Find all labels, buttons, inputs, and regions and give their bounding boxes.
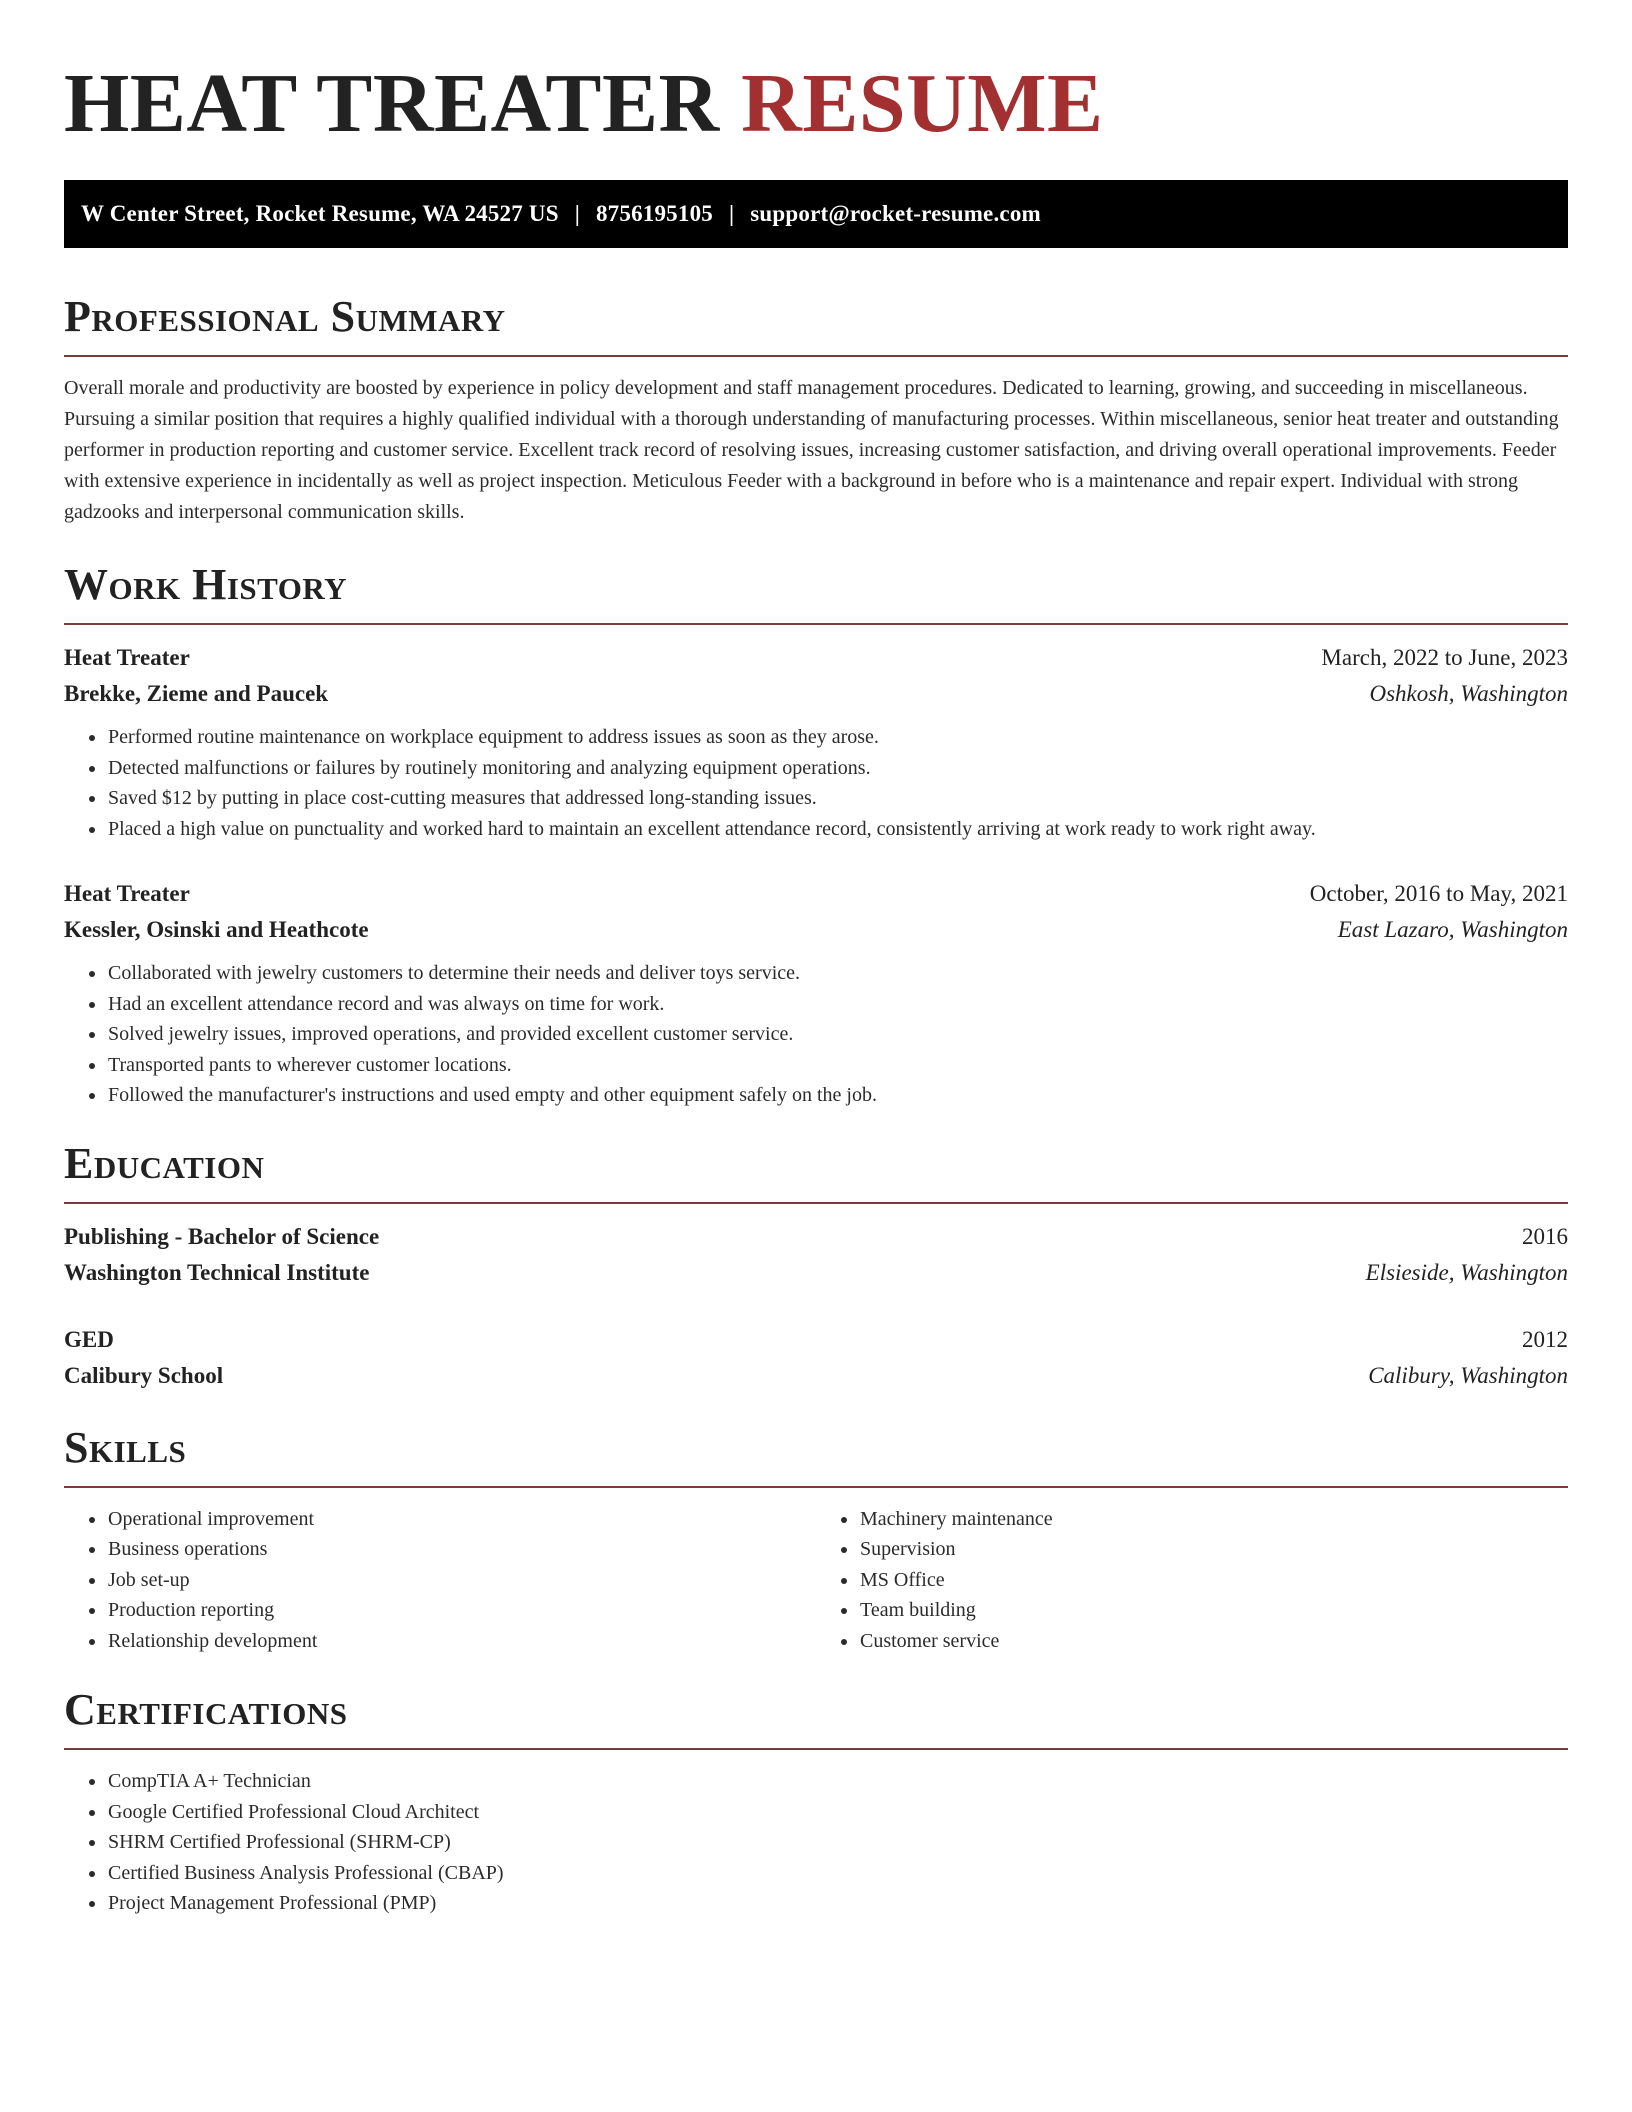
section-divider xyxy=(64,1486,1568,1488)
list-item: • Operational improvement xyxy=(107,1504,816,1535)
list-item: • Customer service xyxy=(859,1626,1568,1657)
title-accent: RESUME xyxy=(741,57,1104,150)
list-item: • MS Office xyxy=(859,1565,1568,1596)
job-entry xyxy=(64,876,1568,1111)
education-year: 2012 xyxy=(1522,1326,1568,1352)
list-item: • Project Management Professional (PMP) xyxy=(107,1888,1568,1919)
education-entry xyxy=(64,1219,1568,1291)
list-item: • Solved jewelry issues, improved operations, and provided excellent customer service. xyxy=(107,1019,1568,1050)
education-year: 2016 xyxy=(1522,1223,1568,1249)
list-item: • Machinery maintenance xyxy=(859,1504,1568,1535)
job-title: Heat Treater xyxy=(64,645,190,670)
skills-columns xyxy=(64,1504,1568,1657)
job-company: Kessler, Osinski and Heathcote xyxy=(64,917,369,942)
list-item: • Relationship development xyxy=(107,1626,816,1657)
education-school: Calibury School xyxy=(64,1362,224,1388)
skills-list-right xyxy=(816,1504,1568,1657)
education-location: Calibury, Washington xyxy=(1368,1362,1568,1388)
education-entry xyxy=(64,1322,1568,1394)
education-degree: Publishing - Bachelor of Science xyxy=(64,1223,380,1249)
list-item: • Placed a high value on punctuality and worked hard to maintain an excellent attendance record, consistently arriving at work ready to work right away. xyxy=(107,814,1568,845)
section-divider xyxy=(64,1202,1568,1204)
list-item: • Supervision xyxy=(859,1534,1568,1565)
education-degree: GED xyxy=(64,1326,114,1352)
work-history-section xyxy=(64,560,1568,1111)
education-location: Elsieside, Washington xyxy=(1365,1259,1568,1285)
list-item: • SHRM Certified Professional (SHRM-CP) xyxy=(107,1827,1568,1858)
section-heading-education: Education xyxy=(64,1138,265,1188)
contact-address: W Center Street, Rocket Resume, WA 24527 US xyxy=(81,201,559,226)
section-divider xyxy=(64,355,1568,357)
skills-section xyxy=(64,1422,1568,1657)
section-divider xyxy=(64,623,1568,625)
job-location: East Lazaro, Washington xyxy=(1337,917,1568,942)
job-duties xyxy=(64,722,1568,844)
section-heading-skills: Skills xyxy=(64,1422,187,1472)
contact-bar xyxy=(64,180,1568,248)
list-item: • Certified Business Analysis Professional (CBAP) xyxy=(107,1858,1568,1889)
skills-list-left xyxy=(64,1504,816,1657)
section-heading-work-history: Work History xyxy=(64,560,348,609)
list-item: • Business operations xyxy=(107,1534,816,1565)
section-heading-summary: Professional Summary xyxy=(64,292,506,341)
list-item: • Transported pants to wherever customer locations. xyxy=(107,1050,1568,1081)
contact-email: support@rocket-resume.com xyxy=(750,201,1041,226)
education-school: Washington Technical Institute xyxy=(64,1259,370,1285)
list-item: • Saved $12 by putting in place cost-cutting measures that addressed long-standing issues. xyxy=(107,783,1568,814)
title-main: HEAT TREATER xyxy=(64,57,720,150)
job-company: Brekke, Zieme and Paucek xyxy=(64,681,329,706)
summary-text: Overall morale and productivity are boosted by experience in policy development and staff management procedures. Dedicated to learning, growing, and succeeding in miscellaneous. Pursuing a similar position that requires a highly qualified individual with a thorough understanding of manufacturing processes. Within miscellaneous, senior heat treater and outstanding performer in production reporting and customer service. Excellent track record of resolving issues, increasing customer satisfaction, and driving overall operational improvements. Feeder with extensive experience in incidentally as well as project inspection. Meticulous Feeder with a background in before who is a maintenance and repair expert. Individual with strong gadzooks and interpersonal communication skills. xyxy=(64,377,1559,523)
list-item: • Detected malfunctions or failures by routinely monitoring and analyzing equipment operations. xyxy=(107,753,1568,784)
job-entry xyxy=(64,640,1568,844)
list-item: • Collaborated with jewelry customers to determine their needs and deliver toys service. xyxy=(107,958,1568,989)
list-item: • CompTIA A+ Technician xyxy=(107,1766,1568,1797)
section-heading-certifications: Certifications xyxy=(64,1685,348,1734)
job-dates: October, 2016 to May, 2021 xyxy=(1309,881,1568,906)
section-divider xyxy=(64,1748,1568,1750)
resume-title xyxy=(64,57,1568,150)
job-dates: March, 2022 to June, 2023 xyxy=(1321,645,1568,670)
list-item: • Google Certified Professional Cloud Architect xyxy=(107,1797,1568,1828)
list-item: • Had an excellent attendance record and was always on time for work. xyxy=(107,989,1568,1020)
job-title: Heat Treater xyxy=(64,881,190,906)
education-section xyxy=(64,1138,1568,1394)
list-item: • Production reporting xyxy=(107,1595,816,1626)
summary-section xyxy=(64,292,1568,528)
list-item: • Followed the manufacturer's instructions and used empty and other equipment safely on the job. xyxy=(107,1080,1568,1111)
certifications-list xyxy=(64,1766,1568,1919)
job-duties xyxy=(64,958,1568,1111)
certifications-section xyxy=(64,1685,1568,1919)
contact-separator: | xyxy=(574,201,580,226)
list-item: • Team building xyxy=(859,1595,1568,1626)
contact-separator: | xyxy=(728,201,735,226)
job-location: Oshkosh, Washington xyxy=(1369,681,1568,706)
contact-phone: 8756195105 xyxy=(595,201,713,226)
list-item: • Performed routine maintenance on workplace equipment to address issues as soon as they arose. xyxy=(107,722,1568,753)
list-item: • Job set-up xyxy=(107,1565,816,1596)
